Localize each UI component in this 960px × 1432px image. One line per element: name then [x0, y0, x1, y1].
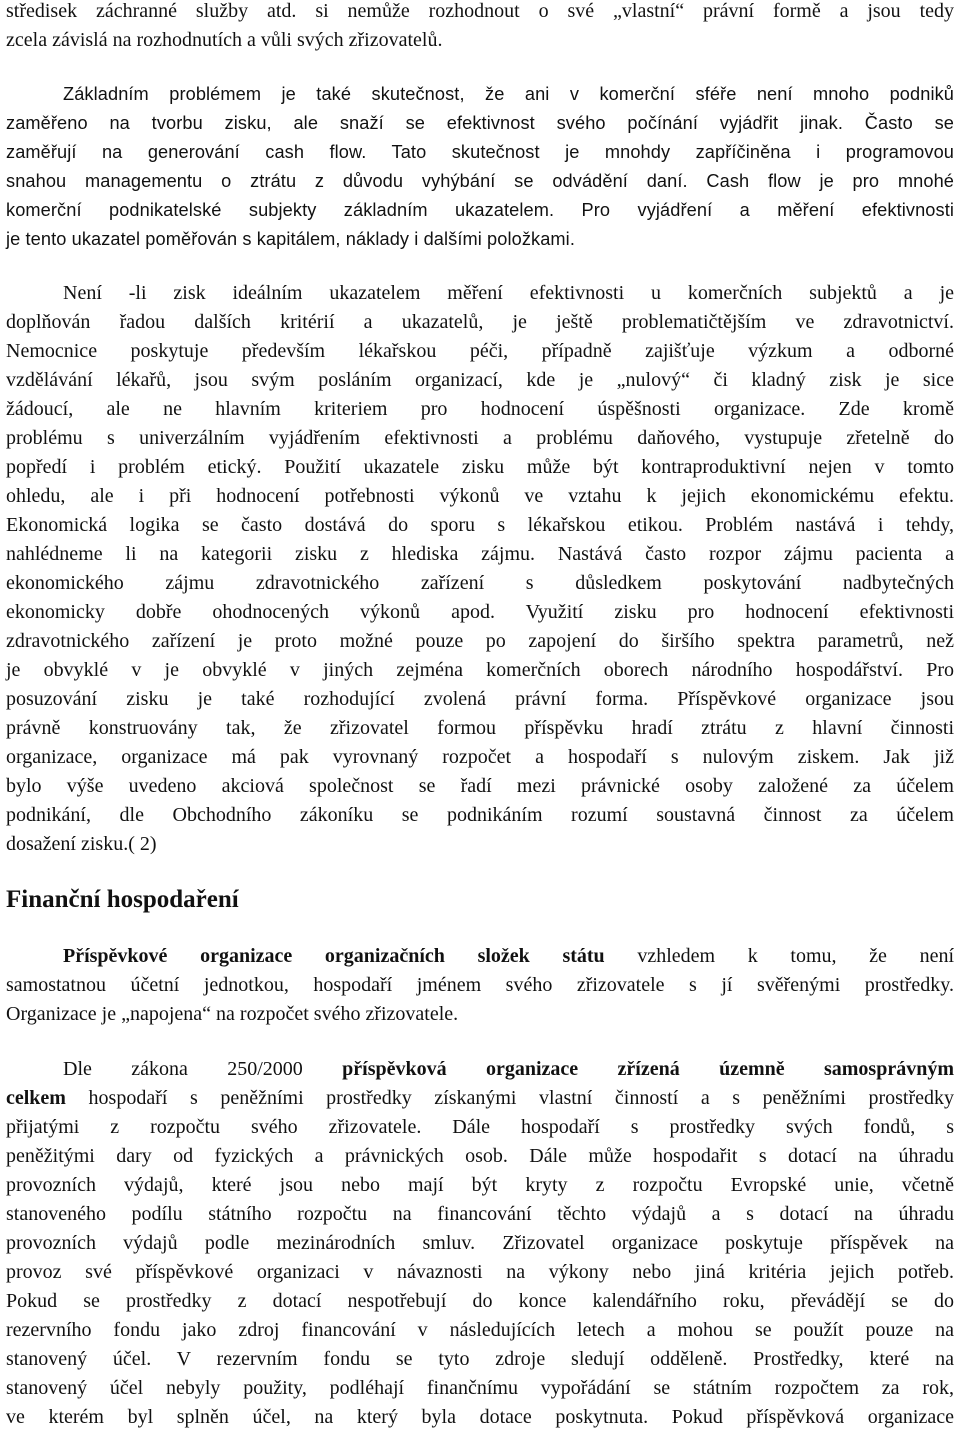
text-line: ekonomického zájmu zdravotnického zařízení s důsledkem poskytování nadbytečných [6, 572, 954, 594]
bold-run: příspěvková organizace zřízená územně samosprávným [342, 1058, 954, 1080]
text-line: dosažení zisku.( 2) [6, 833, 157, 855]
text-line: problému s univerzálním vyjádřením efektivnosti a problému daňového, vystupuje zřetelně do [6, 427, 954, 449]
bold-run: celkem [6, 1087, 66, 1109]
paragraph-profit-healthcare [6, 279, 954, 859]
text-run: Dle zákona 250/2000 [63, 1058, 343, 1080]
text-line: stanoveného podílu státního rozpočtu na financování těchto výdajů a s dotací na úhradu [6, 1203, 954, 1225]
text-run: vzhledem k tomu, že není [604, 945, 955, 967]
text-line: Organizace je „napojena“ na rozpočet svého zřizovatele. [6, 1003, 459, 1025]
text-line: komerční podnikatelské subjekty základním ukazatelem. Pro vyjádření a měření efektivnosti [6, 200, 954, 220]
text-line: zdravotnického zařízení je proto možné pouze po zapojení do širšího spektra parametrů, než [6, 630, 954, 652]
text-line: ohledu, ale i při hodnocení potřebnosti výkonů ve vztahu k jejich ekonomickému efektu. [6, 485, 954, 507]
text-line: organizace, organizace má pak vyrovnaný rozpočet a hospodaří s nulovým ziskem. Jak již [6, 746, 954, 768]
text-line [6, 942, 954, 971]
text-line: je tento ukazatel poměřován s kapitálem, náklady i dalšími položkami. [6, 229, 575, 249]
text-line [6, 1055, 954, 1084]
text-run: hospodaří s peněžními prostředky získanými vlastní činností a s peněžními prostředky [65, 1087, 954, 1109]
text-line: provozních výdajů, které jsou nebo mají být kryty z rozpočtu Evropské unie, včetně [6, 1174, 954, 1196]
text-line: rezervního fondu jako zdroj financování v následujících letech a mohou se použít pouze na [6, 1319, 954, 1341]
text-line: zaměřeno na tvorbu zisku, ale snaží se efektivnost svého počínání vyjádřit jinak. Často se [6, 113, 954, 133]
text-line: podnikání, dle Obchodního zákoníku se podnikáním rozumí soustavná činnost za účelem [6, 804, 954, 826]
text-line [6, 1084, 954, 1113]
text-line: ekonomicky dobře ohodnocených výkonů apod. Využití zisku pro hodnocení efektivnosti [6, 601, 954, 623]
text-line: doplňován řadou dalších kritérií a ukazatelů, je ještě problematičtějším ve zdravotnictví. [6, 311, 954, 333]
paragraph-cash-flow [6, 80, 954, 254]
text-line: popředí i problém etický. Použití ukazatele zisku může být kontraproduktivní nejen v tomto [6, 456, 954, 478]
text-line: samostatnou účetní jednotkou, hospodaří jménem svého zřizovatele s jí svěřenými prostředky. [6, 974, 954, 996]
section-heading: Finanční hospodaření [6, 886, 239, 913]
text-line: stanovený účel nebyly použity, podléhají finančnímu vypořádání se státním rozpočtem za rok, [6, 1377, 954, 1399]
paragraph-intro-continuation [6, 0, 954, 55]
text-line: provoz své příspěvkové organizaci v návaznosti na výkony nebo jiná kritéria jejich potřeb. [6, 1261, 954, 1283]
text-line: snahou managementu o ztrátu z důvodu vyhýbání se odvádění daní. Cash flow je pro mnohé [6, 171, 954, 191]
text-line: peněžitými dary od fyzických a právnických osob. Dále může hospodařit s dotací na úhradu [6, 1145, 954, 1167]
text-line: Pokud se prostředky z dotací nespotřebují do konce kalendářního roku, převádějí se do [6, 1290, 954, 1312]
text-line: vzdělávání lékařů, jsou svým posláním organizací, kde je „nulový“ či kladný zisk je sice [6, 369, 954, 391]
text-line: posuzování zisku je také rozhodující zvolená právní forma. Příspěvkové organizace jsou [6, 688, 954, 710]
text-line: bylo výše uvedeno akciová společnost se řadí mezi právnické osoby založené za účelem [6, 775, 954, 797]
text-line: Nemocnice poskytuje především lékařskou péči, případně zajišťuje výzkum a odborné [6, 340, 954, 362]
text-line: je obvyklé v je obvyklé v jiných zejména komerčních oborech národního hospodářství. Pro [6, 659, 954, 681]
text-line: ve kterém byl splněn účel, na který byla dotace poskytnuta. Pokud příspěvková organizace [6, 1406, 954, 1428]
text-line: provozních výdajů podle mezinárodních smluv. Zřizovatel organizace poskytuje příspěvek na [6, 1232, 954, 1254]
text-line: přijatými z rozpočtu svého zřizovatele. Dále hospodaří s prostředky svých fondů, s [6, 1116, 954, 1138]
text-line: zaměřují na generování cash flow. Tato skutečnost je mnohdy zapříčiněna i programovou [6, 142, 954, 162]
text-line: Základním problémem je také skutečnost, že ani v komerční sféře není mnoho podniků [63, 84, 954, 104]
text-line: nahlédneme li na kategorii zisku z hlediska zájmu. Nastává často rozpor zájmu pacienta a [6, 543, 954, 565]
text-line: právně konstruovány tak, že zřizovatel formou příspěvku hradí ztrátu z hlavní činnosti [6, 717, 954, 739]
paragraph-territorial-organizations [6, 1055, 954, 1432]
text-line: zcela závislá na rozhodnutích a vůli svých zřizovatelů. [6, 29, 443, 51]
text-line: stanovený účel. V rezervním fondu se tyto zdroje sledují odděleně. Prostředky, které na [6, 1348, 954, 1370]
bold-lead: Příspěvkové organizace organizačních složek státu [63, 945, 605, 967]
text-line: středisek záchranné služby atd. si nemůže rozhodnout o své „vlastní“ právní formě a jsou tedy [6, 0, 954, 22]
text-line: Není -li zisk ideálním ukazatelem měření efektivnosti u komerčních subjektů a je [63, 282, 954, 304]
text-line: žádoucí, ale ne hlavním kriteriem pro hodnocení úspěšnosti organizace. Zde kromě [6, 398, 954, 420]
text-line: Ekonomická logika se často dostává do sporu s lékařskou etikou. Problém nastává i tehdy, [6, 514, 954, 536]
paragraph-state-organizations [6, 942, 954, 1029]
